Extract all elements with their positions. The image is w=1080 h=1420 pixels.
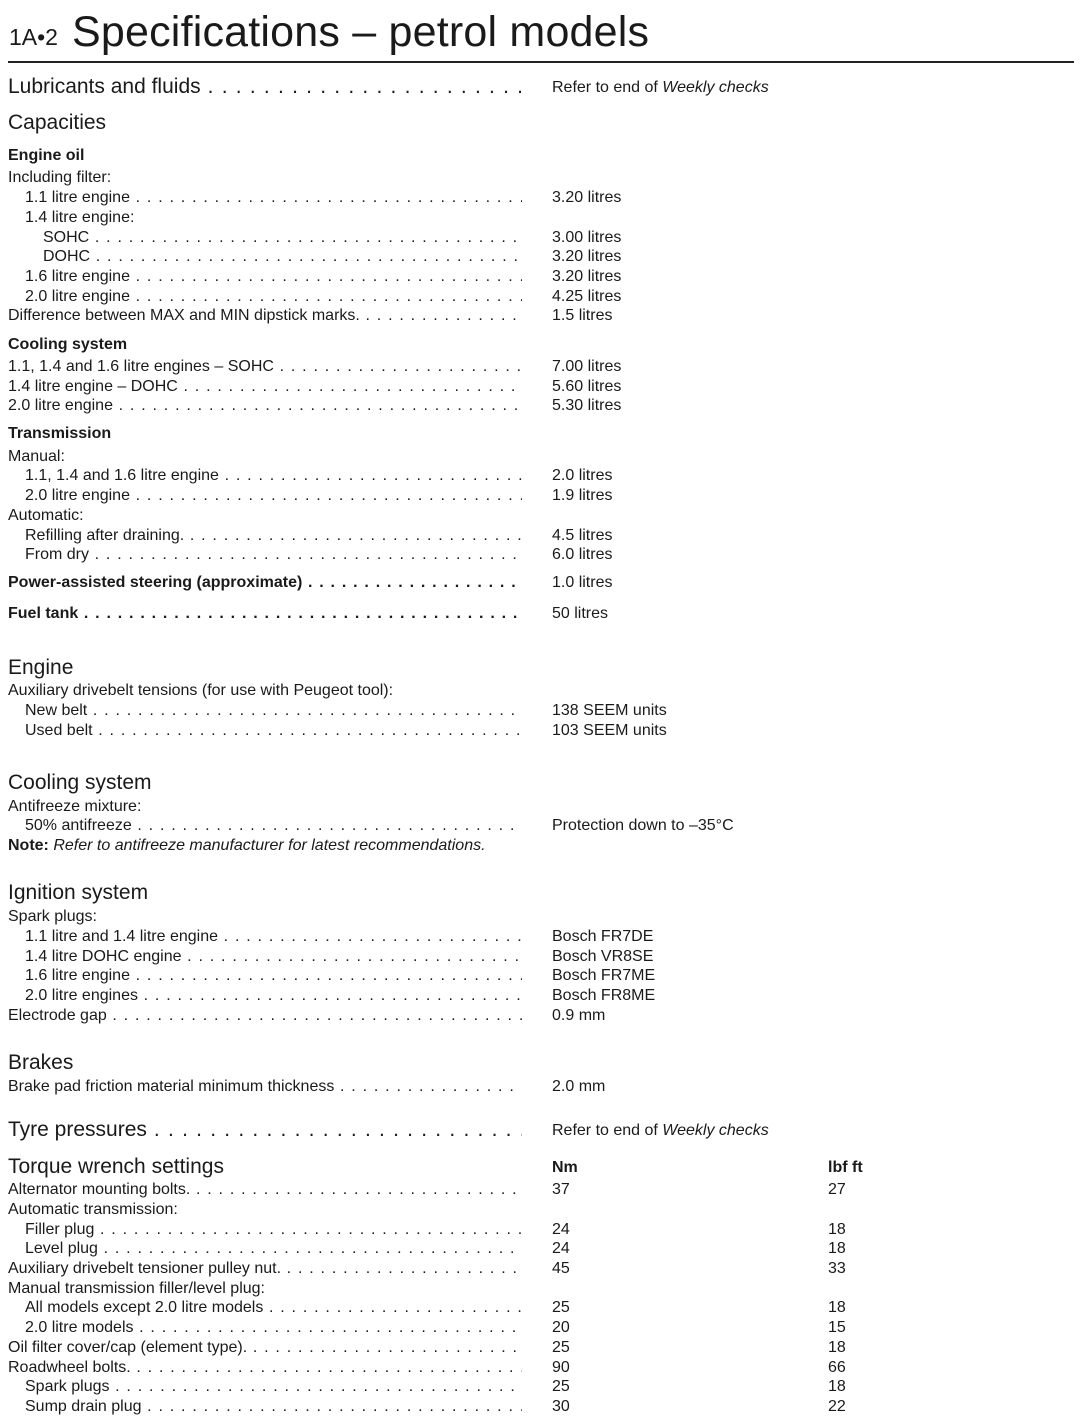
spec-value: Protection down to –35°C — [552, 817, 734, 834]
group-label: Spark plugs: — [8, 908, 97, 925]
spec-value: 138 SEEM units — [552, 702, 667, 719]
spec-label: 1.4 litre engine – DOHC . . . — [8, 377, 522, 397]
spec-label: 2.0 litre models . . . — [25, 1318, 522, 1338]
spec-value: Bosch VR8SE — [552, 948, 654, 965]
section-heading: Cooling system — [8, 771, 152, 794]
spec-label: 1.1, 1.4 and 1.6 litre engines – SOHC . . . — [8, 357, 522, 377]
subheading-engine-oil — [8, 146, 1074, 166]
section-engine — [8, 656, 1074, 679]
torque-nm: 90 — [552, 1359, 570, 1376]
spec-group-label — [8, 1200, 1074, 1220]
torque-lbf: 33 — [828, 1260, 846, 1277]
spec-row — [8, 357, 1074, 377]
group-label: Manual: — [8, 448, 65, 465]
spec-label: 1.1 litre engine . . . — [25, 188, 522, 208]
spec-row — [8, 947, 1074, 967]
spec-row-lubricants — [8, 75, 1074, 98]
spec-label: Sump drain plug . . . — [25, 1397, 522, 1417]
torque-nm: 24 — [552, 1240, 570, 1257]
section-heading: Engine — [8, 656, 74, 679]
torque-row — [8, 1397, 1074, 1417]
torque-nm: 25 — [552, 1299, 570, 1316]
torque-row — [8, 1239, 1074, 1259]
spec-label: 2.0 litre engine . . . — [25, 287, 522, 307]
spec-row-tyre-pressures — [8, 1118, 1074, 1141]
subheading: Cooling system — [8, 336, 128, 353]
spec-value: Bosch FR8ME — [552, 987, 656, 1004]
section-heading: Capacities — [8, 111, 107, 134]
spec-group-label — [8, 168, 1074, 188]
spec-label: Refilling after draining. . . . — [25, 526, 522, 546]
torque-row — [8, 1220, 1074, 1240]
spec-value: 1.0 litres — [552, 574, 613, 591]
torque-row — [8, 1180, 1074, 1200]
spec-group-label — [8, 681, 1074, 701]
spec-label: Difference between MAX and MIN dipstick marks. . . . — [8, 306, 522, 326]
page-header — [8, 8, 1074, 63]
spec-row — [8, 816, 1074, 836]
torque-lbf: 18 — [828, 1221, 846, 1238]
spec-row — [8, 1006, 1074, 1026]
spec-group-label — [8, 208, 1074, 228]
spec-label: From dry . . . — [25, 545, 522, 565]
spec-row — [8, 267, 1074, 287]
spec-group-label — [8, 506, 1074, 526]
spec-row — [8, 721, 1074, 741]
torque-row — [8, 1318, 1074, 1338]
note-row — [8, 836, 1074, 856]
subheading: Engine oil — [8, 147, 85, 164]
spec-label: Auxiliary drivebelt tensioner pulley nut. . . . — [8, 1259, 522, 1279]
spec-row — [8, 927, 1074, 947]
spec-label: 1.6 litre engine . . . — [25, 966, 522, 986]
torque-row — [8, 1259, 1074, 1279]
torque-nm: 20 — [552, 1319, 570, 1336]
spec-row — [8, 188, 1074, 208]
group-label: Automatic transmission: — [8, 1201, 178, 1218]
spec-label: 1.1 litre and 1.4 litre engine . . . — [25, 927, 522, 947]
spec-value: 7.00 litres — [552, 358, 622, 375]
column-header-lbf-ft: lbf ft — [828, 1159, 863, 1176]
group-label: Automatic: — [8, 507, 84, 524]
spec-value: Bosch FR7DE — [552, 928, 654, 945]
spec-row-power-steering — [8, 573, 1074, 593]
spec-value: 103 SEEM units — [552, 722, 667, 739]
spec-value: 6.0 litres — [552, 546, 613, 563]
spec-row — [8, 986, 1074, 1006]
torque-lbf: 27 — [828, 1181, 846, 1198]
torque-row — [8, 1358, 1074, 1378]
spec-label: Brake pad friction material minimum thickness . . . — [8, 1077, 522, 1097]
torque-row — [8, 1377, 1074, 1397]
spec-value: 0.9 mm — [552, 1007, 606, 1024]
spec-label: 1.6 litre engine . . . — [25, 267, 522, 287]
spec-row-fuel-tank — [8, 604, 1074, 624]
torque-nm: 37 — [552, 1181, 570, 1198]
spec-group-label — [8, 797, 1074, 817]
spec-value: 2.0 mm — [552, 1078, 606, 1095]
spec-value: 50 litres — [552, 605, 609, 622]
group-label: Including filter: — [8, 169, 112, 186]
torque-lbf: 18 — [828, 1339, 846, 1356]
page-number: 1A•2 — [9, 24, 58, 50]
spec-label: 50% antifreeze . . . — [25, 816, 522, 836]
spec-value: Refer to end of Weekly checks — [552, 1122, 769, 1139]
spec-value: 2.0 litres — [552, 467, 613, 484]
spec-value: 3.00 litres — [552, 229, 622, 246]
group-label: Manual transmission filler/level plug: — [8, 1280, 265, 1297]
spec-row — [8, 287, 1074, 307]
spec-row — [8, 228, 1074, 248]
spec-row — [8, 466, 1074, 486]
spec-row — [8, 486, 1074, 506]
group-label: Antifreeze mixture: — [8, 798, 142, 815]
spec-label: SOHC . . . — [43, 228, 522, 248]
spec-group-label — [8, 1279, 1074, 1299]
spec-label: 2.0 litre engine . . . — [25, 486, 522, 506]
spec-row — [8, 306, 1074, 326]
spec-label: Oil filter cover/cap (element type). . . . — [8, 1338, 522, 1358]
column-header-nm: Nm — [552, 1159, 578, 1176]
torque-nm: 45 — [552, 1260, 570, 1277]
spec-label: Level plug . . . — [25, 1239, 522, 1259]
torque-lbf: 18 — [828, 1378, 846, 1395]
spec-label: Electrode gap . . . — [8, 1006, 522, 1026]
spec-group-label — [8, 447, 1074, 467]
section-ignition-system — [8, 881, 1074, 904]
spec-row — [8, 701, 1074, 721]
spec-value: Refer to end of Weekly checks — [552, 79, 769, 96]
section-cooling-system — [8, 771, 1074, 794]
spec-row — [8, 396, 1074, 416]
section-heading: Brakes — [8, 1051, 74, 1074]
spec-label: Filler plug . . . — [25, 1220, 522, 1240]
spec-label: Used belt . . . — [25, 721, 522, 741]
torque-row — [8, 1298, 1074, 1318]
section-torque-wrench-settings — [8, 1155, 1074, 1178]
torque-row — [8, 1338, 1074, 1358]
section-brakes — [8, 1051, 1074, 1074]
spec-row — [8, 545, 1074, 565]
spec-value: 5.60 litres — [552, 378, 622, 395]
spec-value: 4.5 litres — [552, 527, 613, 544]
spec-label: 2.0 litre engine . . . — [8, 396, 522, 416]
spec-value: 1.5 litres — [552, 307, 613, 324]
spec-label: Roadwheel bolts. . . . — [8, 1358, 522, 1378]
spec-value: 3.20 litres — [552, 189, 622, 206]
torque-lbf: 15 — [828, 1319, 846, 1336]
spec-row — [8, 1077, 1074, 1097]
subheading-cooling-system — [8, 335, 1074, 355]
torque-lbf: 22 — [828, 1398, 846, 1415]
torque-nm: 24 — [552, 1221, 570, 1238]
torque-nm: 25 — [552, 1378, 570, 1395]
group-label: 1.4 litre engine: — [25, 209, 135, 226]
section-heading: Ignition system — [8, 881, 149, 904]
spec-row — [8, 526, 1074, 546]
spec-value: 3.20 litres — [552, 248, 622, 265]
subheading: Transmission — [8, 425, 112, 442]
torque-lbf: 18 — [828, 1299, 846, 1316]
spec-label: Power-assisted steering (approximate) . . . — [8, 573, 522, 593]
section-capacities — [8, 111, 1074, 134]
spec-label: Spark plugs . . . — [25, 1377, 522, 1397]
section-heading: Torque wrench settings — [8, 1155, 224, 1178]
spec-label: Alternator mounting bolts. . . . — [8, 1180, 522, 1200]
spec-value: 4.25 litres — [552, 288, 622, 305]
spec-label: 1.1, 1.4 and 1.6 litre engine . . . — [25, 466, 522, 486]
spec-row — [8, 966, 1074, 986]
torque-nm: 25 — [552, 1339, 570, 1356]
spec-row — [8, 247, 1074, 267]
group-label: Auxiliary drivebelt tensions (for use with Peugeot tool): — [8, 682, 394, 699]
spec-value: 1.9 litres — [552, 487, 613, 504]
spec-label: DOHC . . . — [43, 247, 522, 267]
spec-row — [8, 377, 1074, 397]
spec-label: Fuel tank . . . — [8, 604, 522, 624]
torque-nm: 30 — [552, 1398, 570, 1415]
spec-group-label — [8, 907, 1074, 927]
spec-label: 1.4 litre DOHC engine . . . — [25, 947, 522, 967]
spec-value: 3.20 litres — [552, 268, 622, 285]
section-heading-tyre-pressures: Tyre pressures . . . — [8, 1118, 522, 1142]
section-heading-lubricants: Lubricants and fluids . . . — [8, 75, 522, 99]
torque-lbf: 66 — [828, 1359, 846, 1376]
spec-label: All models except 2.0 litre models . . . — [25, 1298, 522, 1318]
subheading-transmission — [8, 424, 1074, 444]
spec-label: New belt . . . — [25, 701, 522, 721]
page-title: Specifications – petrol models — [72, 8, 650, 56]
spec-value: 5.30 litres — [552, 397, 622, 414]
torque-lbf: 18 — [828, 1240, 846, 1257]
note: Note: Refer to antifreeze manufacturer for latest recommendations. — [8, 837, 486, 854]
spec-value: Bosch FR7ME — [552, 967, 656, 984]
spec-label: 2.0 litre engines . . . — [25, 986, 522, 1006]
